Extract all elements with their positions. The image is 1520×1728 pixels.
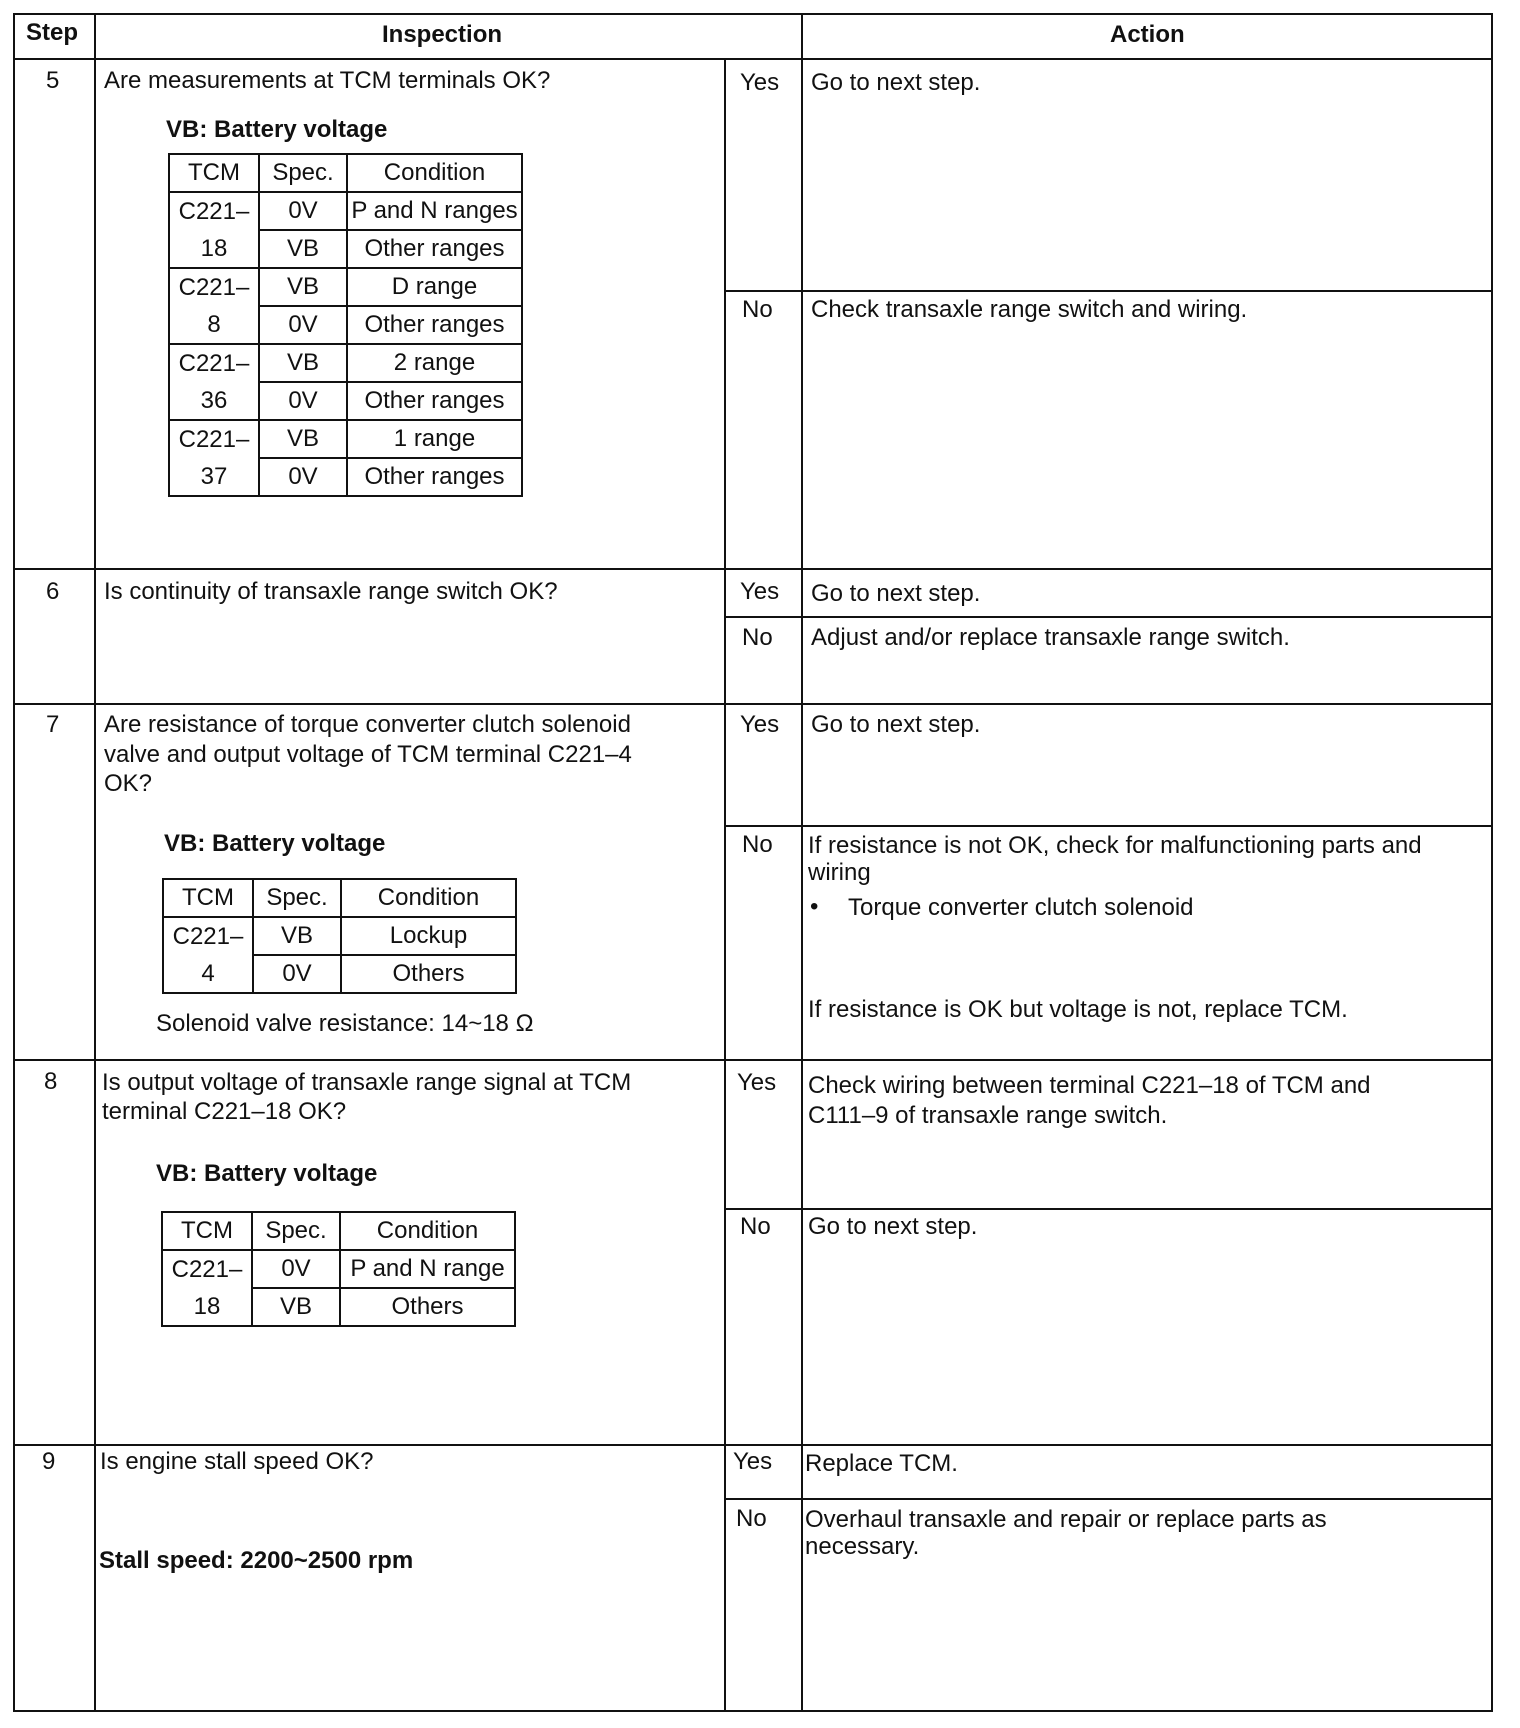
spec-cell: 0V bbox=[252, 1250, 340, 1288]
step-7-question-line1: Are resistance of torque converter clutch solenoid bbox=[104, 711, 631, 738]
col-condition: Condition bbox=[340, 1212, 515, 1250]
step-5-question: Are measurements at TCM terminals OK? bbox=[104, 67, 551, 94]
col-condition: Condition bbox=[341, 879, 516, 917]
step-8-no: No bbox=[740, 1213, 771, 1240]
condition-cell: P and N ranges bbox=[347, 192, 522, 230]
condition-cell: Other ranges bbox=[347, 458, 522, 496]
step-7-yes-action: Go to next step. bbox=[811, 711, 981, 738]
terminal-cell: 18 bbox=[169, 230, 259, 268]
step-9-stall-speed: Stall speed: 2200~2500 rpm bbox=[99, 1547, 414, 1574]
step-5-no-action: Check transaxle range switch and wiring. bbox=[811, 296, 1248, 323]
step-5-number: 5 bbox=[46, 67, 60, 94]
step-5-yes-action: Go to next step. bbox=[811, 69, 981, 96]
spec-cell: VB bbox=[259, 344, 347, 382]
condition-cell: Others bbox=[341, 955, 516, 993]
condition-cell: 1 range bbox=[347, 420, 522, 458]
step-8-yes-action-line1: Check wiring between terminal C221–18 of TCM and bbox=[808, 1072, 1371, 1099]
terminal-cell: 36 bbox=[169, 382, 259, 420]
col-spec: Spec. bbox=[253, 879, 341, 917]
col-tcm: TCM bbox=[163, 879, 253, 917]
spec-cell: 0V bbox=[259, 306, 347, 344]
condition-cell: Other ranges bbox=[347, 382, 522, 420]
step-7-spec-table bbox=[162, 878, 517, 994]
condition-cell: Other ranges bbox=[347, 306, 522, 344]
step-6-question: Is continuity of transaxle range switch OK? bbox=[104, 578, 558, 605]
spec-cell: VB bbox=[259, 268, 347, 306]
header-action: Action bbox=[1110, 21, 1185, 48]
step-5-yes: Yes bbox=[740, 69, 780, 96]
step-6-no: No bbox=[742, 624, 773, 651]
spec-cell: 0V bbox=[253, 955, 341, 993]
step-9-question: Is engine stall speed OK? bbox=[100, 1448, 374, 1475]
step-9-number: 9 bbox=[42, 1448, 56, 1475]
col-condition: Condition bbox=[347, 154, 522, 192]
spec-cell: VB bbox=[259, 420, 347, 458]
terminal-cell: 18 bbox=[162, 1288, 252, 1326]
step-8-question-line1: Is output voltage of transaxle range signal at TCM bbox=[102, 1069, 632, 1096]
spec-cell: VB bbox=[252, 1288, 340, 1326]
condition-cell: Others bbox=[340, 1288, 515, 1326]
terminal-cell: 8 bbox=[169, 306, 259, 344]
step-8-spec-table bbox=[161, 1211, 516, 1327]
spec-cell: 0V bbox=[259, 192, 347, 230]
spec-cell: VB bbox=[253, 917, 341, 955]
step-7-number: 7 bbox=[46, 711, 60, 738]
bullet-icon: • bbox=[810, 893, 819, 920]
col-tcm: TCM bbox=[169, 154, 259, 192]
step-8-yes-action-line2: C111–9 of transaxle range switch. bbox=[808, 1102, 1168, 1129]
header-inspection: Inspection bbox=[382, 21, 503, 48]
condition-cell: Lockup bbox=[341, 917, 516, 955]
terminal-cell: C221– bbox=[169, 344, 259, 382]
spec-cell: 0V bbox=[259, 458, 347, 496]
step-5-vb-label: VB: Battery voltage bbox=[166, 116, 388, 143]
terminal-cell: C221– bbox=[162, 1250, 252, 1288]
col-tcm: TCM bbox=[162, 1212, 252, 1250]
terminal-cell: 4 bbox=[163, 955, 253, 993]
step-7-no-action-2: If resistance is OK but voltage is not, replace TCM. bbox=[808, 996, 1348, 1023]
step-7-vb-label: VB: Battery voltage bbox=[164, 830, 386, 857]
step-8-question-line2: terminal C221–18 OK? bbox=[102, 1098, 347, 1125]
step-5-spec-table bbox=[168, 153, 523, 497]
terminal-cell: C221– bbox=[169, 268, 259, 306]
condition-cell: P and N range bbox=[340, 1250, 515, 1288]
step-7-question-line2: valve and output voltage of TCM terminal C221–4 bbox=[104, 741, 632, 768]
spec-cell: VB bbox=[259, 230, 347, 268]
col-spec: Spec. bbox=[252, 1212, 340, 1250]
step-6-no-action: Adjust and/or replace transaxle range switch. bbox=[811, 624, 1290, 651]
terminal-cell: 37 bbox=[169, 458, 259, 496]
step-7-no-action-line1: If resistance is not OK, check for malfunctioning parts and bbox=[808, 832, 1422, 859]
terminal-cell: C221– bbox=[169, 192, 259, 230]
spec-cell: 0V bbox=[259, 382, 347, 420]
step-7-no-bullet: Torque converter clutch solenoid bbox=[848, 894, 1194, 921]
step-7-no-action-line2: wiring bbox=[808, 859, 871, 886]
step-8-no-action: Go to next step. bbox=[808, 1213, 978, 1240]
condition-cell: Other ranges bbox=[347, 230, 522, 268]
step-9-no-action-line1: Overhaul transaxle and repair or replace parts as bbox=[805, 1506, 1327, 1533]
step-9-yes-action: Replace TCM. bbox=[805, 1450, 958, 1477]
step-6-number: 6 bbox=[46, 578, 60, 605]
terminal-cell: C221– bbox=[163, 917, 253, 955]
col-spec: Spec. bbox=[259, 154, 347, 192]
step-7-no: No bbox=[742, 831, 773, 858]
step-6-yes: Yes bbox=[740, 578, 780, 605]
step-6-yes-action: Go to next step. bbox=[811, 580, 981, 607]
step-8-yes: Yes bbox=[737, 1069, 777, 1096]
step-9-no: No bbox=[736, 1505, 767, 1532]
step-5-no: No bbox=[742, 296, 773, 323]
terminal-cell: C221– bbox=[169, 420, 259, 458]
header-step: Step bbox=[26, 19, 79, 46]
step-7-yes: Yes bbox=[740, 711, 780, 738]
step-8-vb-label: VB: Battery voltage bbox=[156, 1160, 378, 1187]
step-8-number: 8 bbox=[44, 1068, 58, 1095]
condition-cell: D range bbox=[347, 268, 522, 306]
step-9-no-action-line2: necessary. bbox=[805, 1533, 920, 1560]
step-9-yes: Yes bbox=[733, 1448, 773, 1475]
step-7-question-line3: OK? bbox=[104, 770, 153, 797]
step-7-resistance: Solenoid valve resistance: 14~18 Ω bbox=[156, 1010, 534, 1037]
condition-cell: 2 range bbox=[347, 344, 522, 382]
